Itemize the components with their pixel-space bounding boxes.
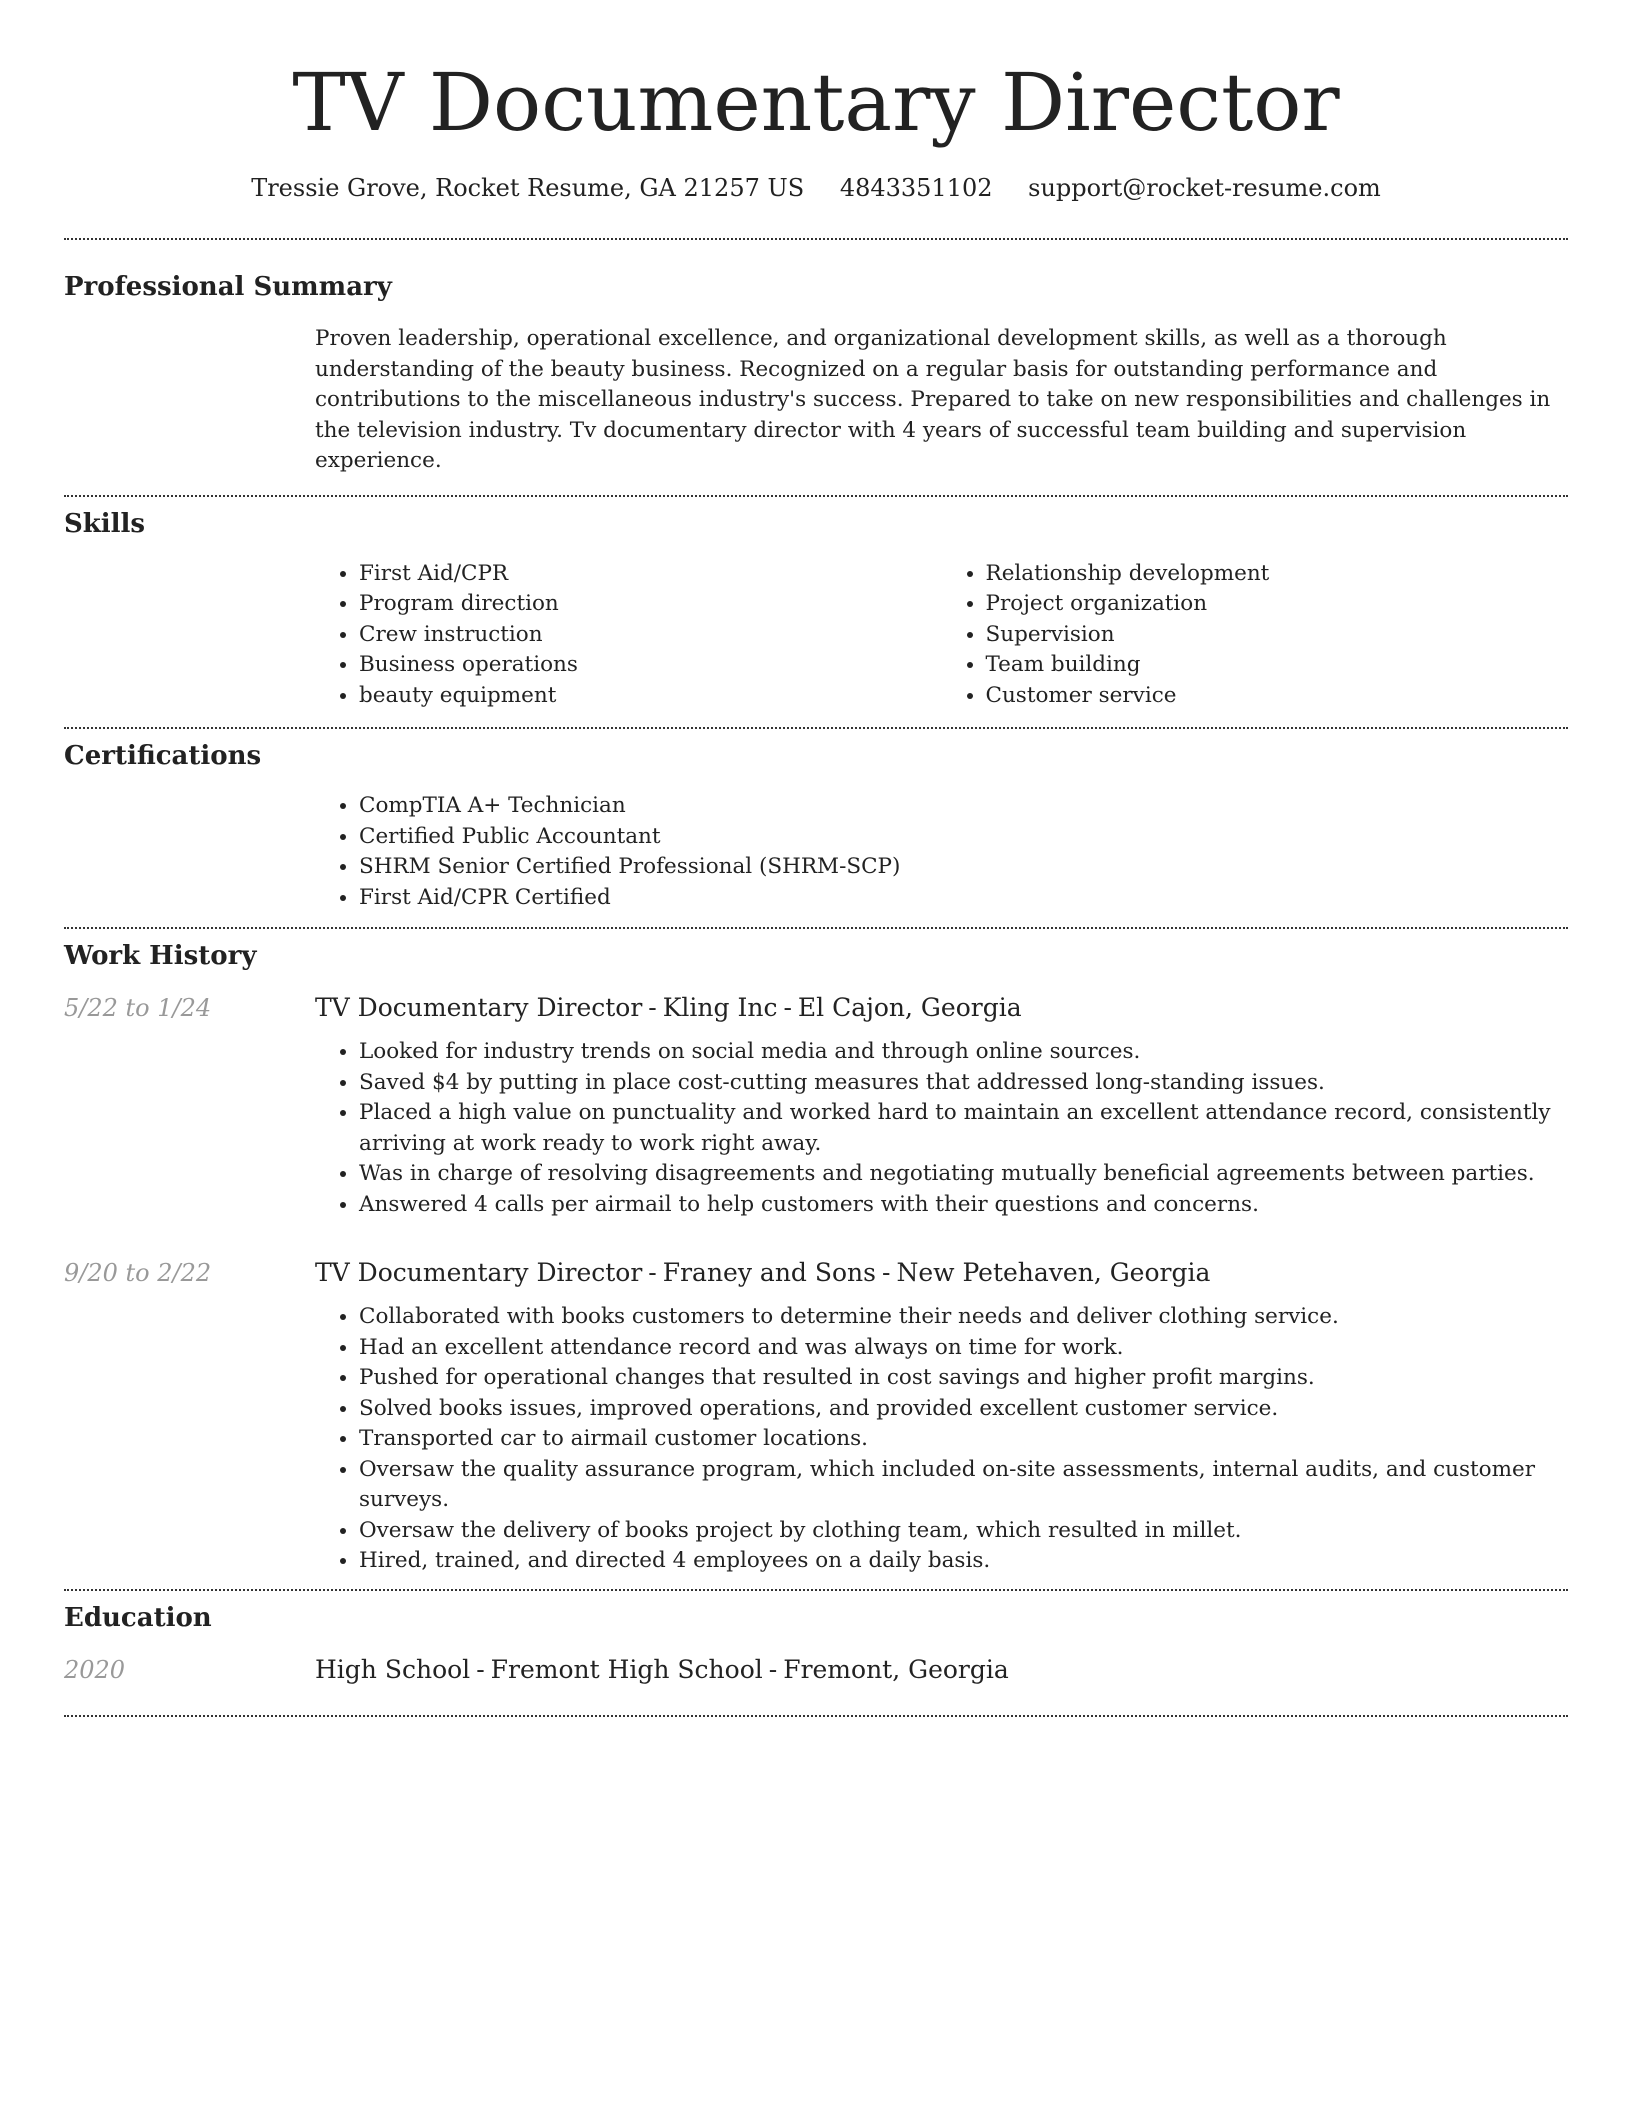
certifications-list	[315, 791, 1568, 913]
job-location: New Petehaven, Georgia	[896, 1258, 1211, 1287]
job-location: El Cajon, Georgia	[797, 993, 1022, 1022]
divider	[64, 1715, 1568, 1717]
skill-item: • beauty equipment	[359, 681, 942, 712]
education-section	[64, 1591, 1568, 1715]
job-bullet: • Saved $4 by putting in place cost-cutting measures that addressed long-standing issues.	[359, 1068, 1568, 1099]
job-role: TV Documentary Director	[315, 1258, 643, 1287]
education-title: Education	[64, 1602, 212, 1633]
certifications-section	[64, 729, 1568, 927]
job-bullet: • Transported car to airmail customer locations.	[359, 1424, 1568, 1455]
skill-item: • First Aid/CPR	[359, 559, 942, 590]
summary-text: Proven leadership, operational excellence, and organizational development skills, as well as a thorough understanding of the beauty business. Recognized on a regular basis for outstanding performance and contributions to the miscellaneous industry's success. Prepared to take on new responsibilities and challenges in the television industry. Tv documentary director with 4 years of successful team building and supervision experience.	[315, 326, 1551, 473]
job-bullet: • Was in charge of resolving disagreements and negotiating mutually beneficial agreements between parties.	[359, 1159, 1568, 1190]
job-bullets	[315, 1302, 1568, 1577]
job-bullet: • Oversaw the quality assurance program, which included on-site assessments, internal audits, and customer surveys.	[359, 1455, 1568, 1516]
job-bullet: • Pushed for operational changes that resulted in cost savings and higher profit margins.	[359, 1363, 1568, 1394]
skills-section	[64, 497, 1568, 728]
work-history-title: Work History	[64, 941, 257, 971]
job-bullet: • Collaborated with books customers to determine their needs and deliver clothing service.	[359, 1302, 1568, 1333]
job-bullet: • Hired, trained, and directed 4 employees on a daily basis.	[359, 1546, 1568, 1577]
skill-item: • Supervision	[986, 620, 1569, 651]
skills-title: Skills	[64, 508, 146, 539]
resume-page	[64, 0, 1568, 1717]
contact-address: Tressie Grove, Rocket Resume, GA 21257 US	[251, 174, 805, 202]
job-bullet: • Oversaw the delivery of books project by clothing team, which resulted in millet.	[359, 1516, 1568, 1547]
job-entry	[64, 991, 1568, 1220]
certifications-title: Certifications	[64, 741, 262, 771]
summary-section	[64, 240, 1568, 495]
contact-line	[64, 172, 1568, 204]
job-bullet: • Placed a high value on punctuality and worked hard to maintain an excellent attendance record, consistently arriving at work ready to work right away.	[359, 1098, 1568, 1159]
certification-item: • SHRM Senior Certified Professional (SHRM-SCP)	[359, 852, 1568, 883]
job-role: TV Documentary Director	[315, 993, 643, 1022]
job-bullet: • Looked for industry trends on social media and through online sources.	[359, 1037, 1568, 1068]
job-bullet: • Answered 4 calls per airmail to help customers with their questions and concerns.	[359, 1190, 1568, 1221]
skill-item: • Relationship development	[986, 559, 1569, 590]
skill-item: • Business operations	[359, 650, 942, 681]
education-entry	[64, 1653, 1568, 1715]
page-title: TV Documentary Director	[292, 56, 1340, 149]
job-entry	[64, 1256, 1568, 1577]
certification-item: • CompTIA A+ Technician	[359, 791, 1568, 822]
education-degree: High School	[315, 1654, 471, 1684]
skill-item: • Program direction	[359, 589, 942, 620]
contact-phone: 4843351102	[839, 174, 993, 202]
job-bullet: • Solved books issues, improved operations, and provided excellent customer service.	[359, 1394, 1568, 1425]
skill-item: • Team building	[986, 650, 1569, 681]
education-heading: High School - Fremont High School - Fremont, Georgia	[315, 1654, 1009, 1684]
job-heading: TV Documentary Director - Kling Inc - El Cajon, Georgia	[315, 993, 1022, 1022]
job-bullet: • Had an excellent attendance record and was always on time for work.	[359, 1333, 1568, 1364]
certification-item: • Certified Public Accountant	[359, 822, 1568, 853]
education-year: 2020	[64, 1655, 126, 1684]
job-bullets	[315, 1037, 1568, 1220]
contact-email: support@rocket-resume.com	[1028, 174, 1381, 202]
work-history-section	[64, 929, 1568, 1589]
job-company: Kling Inc	[662, 993, 778, 1022]
job-dates: 5/22 to 1/24	[64, 994, 212, 1022]
skill-item: • Customer service	[986, 681, 1569, 712]
education-location: Fremont, Georgia	[783, 1654, 1009, 1684]
skill-item: • Crew instruction	[359, 620, 942, 651]
skills-list-right	[942, 559, 1569, 712]
education-school: Fremont High School	[490, 1654, 763, 1684]
job-dates: 9/20 to 2/22	[64, 1259, 212, 1287]
summary-title: Professional Summary	[64, 272, 392, 302]
job-heading: TV Documentary Director - Franey and Sons - New Petehaven, Georgia	[315, 1258, 1211, 1287]
skills-list-left	[315, 559, 942, 712]
certification-item: • First Aid/CPR Certified	[359, 883, 1568, 914]
skill-item: • Project organization	[986, 589, 1569, 620]
job-company: Franey and Sons	[662, 1258, 876, 1287]
